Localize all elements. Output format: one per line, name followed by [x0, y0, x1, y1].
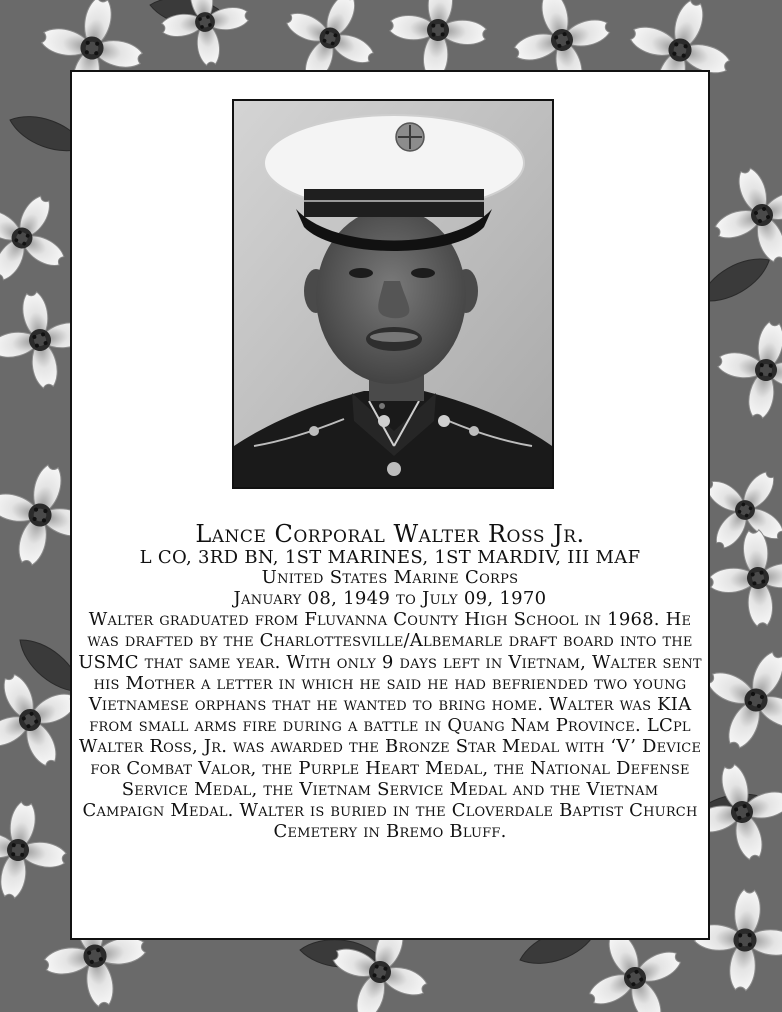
portrait-photo — [232, 99, 554, 489]
honoree-name: Lance Corporal Walter Ross Jr. — [195, 520, 585, 548]
memorial-text — [78, 520, 702, 842]
unit-line: L CO, 3RD BN, 1ST MARINES, 1ST MARDIV, III MAF — [139, 547, 641, 568]
biography: Walter graduated from Fluvanna County High School in 1968. He was drafted by the Charlottesville/Albemarle draft board into the USMC that same year. With only 9 days left in Vietnam, Walter sent his Mother a letter in which he said he had befriended two young Vietnamese orphans that he wanted to bring home. Walter was KIA from small arms fire during a battle in Quang Nam Province. LCpl Walter Ross, Jr. was awarded the Bronze Star Medal with ‘V’ Device for Combat Valor, the Purple Heart Medal, the National Defense Service Medal, the Vietnam Service Medal and the Vietnam Campaign Medal. Walter is buried in the Cloverdale Baptist Church Cemetery in Bremo Bluff. — [78, 609, 702, 843]
dates-line: January 08, 1949 to July 09, 1970 — [233, 587, 547, 609]
memorial-panel — [70, 70, 710, 940]
portrait-image — [234, 101, 552, 487]
branch-line: United States Marine Corps — [261, 567, 519, 589]
